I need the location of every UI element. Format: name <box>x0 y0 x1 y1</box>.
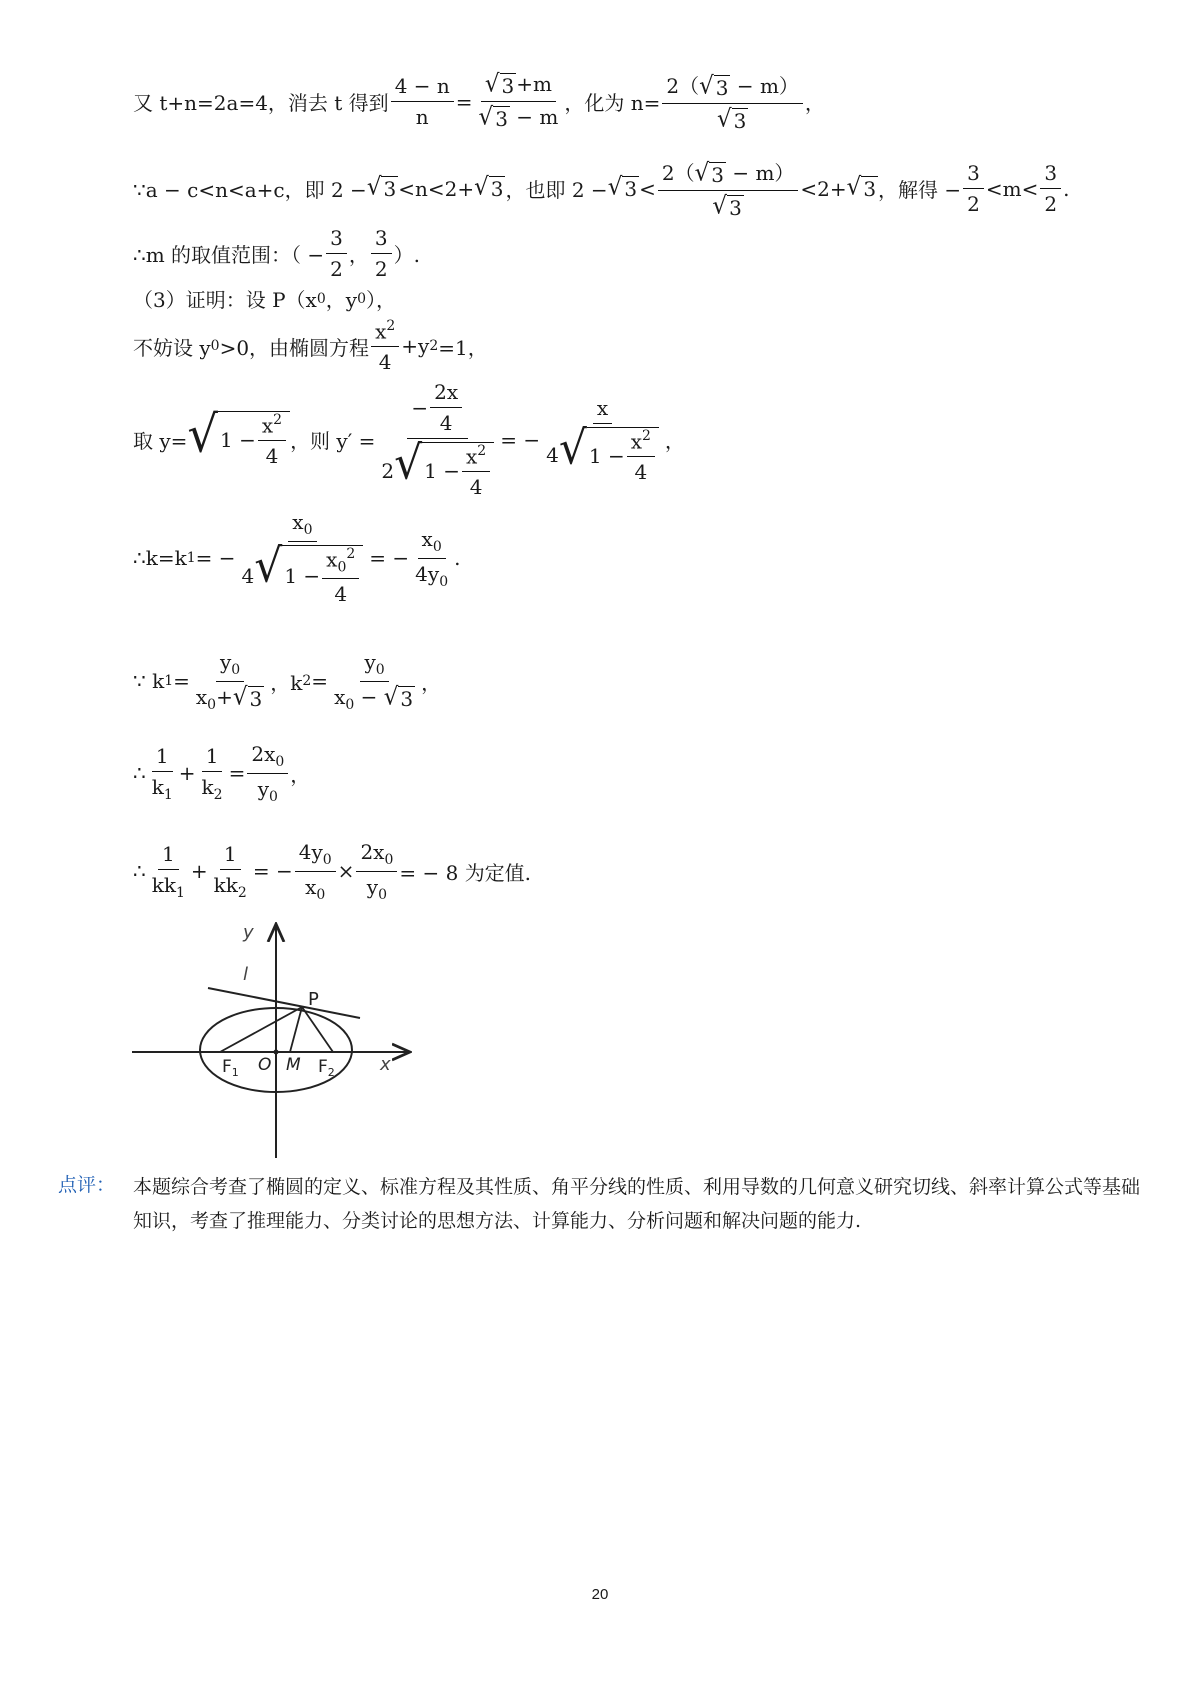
text: ∴ <box>133 859 146 884</box>
text: 取 y= <box>133 429 188 454</box>
subscript: 2 <box>302 673 312 690</box>
fraction: $\frac{4y_0}{x_0}$ <box>295 840 336 903</box>
text: ∴ <box>133 761 146 786</box>
segment-pm <box>290 1007 302 1052</box>
text: = − <box>369 546 410 571</box>
text: +y <box>401 334 430 359</box>
m-label: M <box>286 1055 301 1075</box>
page-number: 20 <box>591 1586 609 1603</box>
text: × <box>337 859 355 884</box>
fraction: $\frac{3}{2}$ <box>963 161 984 216</box>
text: （3）证明：设 P（x <box>133 288 317 312</box>
p-label: P <box>308 989 319 1010</box>
o-label: O <box>258 1055 272 1075</box>
text: = − <box>195 546 236 571</box>
text: ∴k=k <box>133 546 187 571</box>
text: ， <box>421 670 442 695</box>
fraction: 2（ √ 3 − m） √ 3 <box>662 70 803 133</box>
text: < <box>639 176 656 201</box>
subscript: 0 <box>210 338 220 355</box>
line-6: 取 y= √ 1 − $\frac{x^2}{4}$ ，则 y′ = − $\frac{2x}{4}$ 2 √ 1 − $\frac{x^2}{4}$ = − x 4 √ 1 − $\frac{x^2}{4}$ ， <box>133 380 685 500</box>
line-8 <box>133 650 441 713</box>
text: ∴m 的取值范围：（ − <box>133 243 325 267</box>
fraction: $\frac{1}{k_2}$ <box>201 743 223 803</box>
ellipse-figure <box>128 920 418 1160</box>
segment-pf1 <box>220 1007 302 1052</box>
text: = <box>228 761 246 786</box>
line-5 <box>133 318 488 374</box>
text: ， <box>664 429 685 454</box>
fraction: 2（ √ 3 − m） √ 3 <box>658 157 799 220</box>
fraction: $\frac{4 - n}{n}$ <box>391 74 454 129</box>
equals: = <box>455 89 473 114</box>
line-1 <box>133 70 825 133</box>
text: = <box>311 669 329 694</box>
text: 又 t+n=2a=4，消去 t 得到 <box>133 91 389 115</box>
fraction: $\frac{x_0}{4y_0}$ <box>415 526 449 590</box>
text: =1， <box>438 335 488 360</box>
text: ，解得 − <box>878 178 962 202</box>
text: ∵ k <box>133 669 165 694</box>
line-10 <box>133 840 531 903</box>
text: <2+ <box>800 176 847 201</box>
fraction: $x_0$ 4 √ 1 − $\frac{x_0^2}{4}$ <box>238 510 368 606</box>
fraction: $\frac{2x_0}{y_0}$ <box>356 840 397 903</box>
text: + <box>178 761 196 786</box>
note-text: 本题综合考查了椭圆的定义、标准方程及其性质、角平分线的性质、利用导数的几何意义研究切线、斜率计算公式等基础知识，考查了推理能力、分类讨论的思想方法、计算能力、分析问题和解决问题的能力. <box>133 1176 1141 1232</box>
fraction: x 4 √ 1 − $\frac{x^2}{4}$ <box>542 396 663 484</box>
text: <n<2+ <box>398 176 475 201</box>
fraction: $\frac{2x_0}{y_0}$ <box>247 742 288 805</box>
text: ）， <box>365 288 396 312</box>
text: <m< <box>985 176 1039 201</box>
line-7 <box>133 510 460 606</box>
subscript: 0 <box>357 290 366 307</box>
origin-point <box>274 1050 279 1055</box>
fraction: $y_0$ $x_0$ − √ 3 <box>334 650 414 713</box>
fraction: √ 3 +m √ 3 − m <box>478 70 559 131</box>
text: = − <box>500 427 541 452</box>
text: ， <box>804 91 825 115</box>
text: ，则 y′ = <box>290 429 376 454</box>
text: ， <box>348 243 369 267</box>
tangent-line-l <box>208 988 360 1018</box>
fraction: $\frac{1}{kk_2}$ <box>213 841 247 901</box>
x-label: x <box>380 1054 391 1075</box>
fraction: $\frac{3}{2}$ <box>1040 161 1061 216</box>
text: . <box>1063 176 1070 201</box>
line-4 <box>133 284 396 313</box>
fraction: $\frac{3}{2}$ <box>326 226 347 281</box>
fraction: − $\frac{2x}{4}$ 2 √ 1 − $\frac{x^2}{4}$ <box>377 380 498 499</box>
subscript: 0 <box>316 290 326 307</box>
l-label: l <box>243 964 249 985</box>
text: = − <box>252 859 293 884</box>
fraction: $\frac{1}{k_1}$ <box>151 743 173 803</box>
text: + <box>190 859 208 884</box>
f1-label: $F_1$ <box>222 1057 239 1079</box>
line-3 <box>133 226 420 281</box>
text: ， <box>290 762 311 787</box>
text: ，化为 n= <box>564 91 661 115</box>
fraction: $\frac{3}{2}$ <box>371 226 392 281</box>
f2-label: $F_2$ <box>318 1057 335 1079</box>
text: ）. <box>393 243 420 267</box>
fraction: $\frac{x^2}{4}$ <box>371 318 399 374</box>
text: = − 8 为定值. <box>399 860 532 885</box>
fraction: $y_0$ $x_0+$ √ 3 <box>195 650 263 713</box>
line-9 <box>133 742 310 805</box>
y-label: y <box>243 922 254 943</box>
subscript: 1 <box>186 550 196 567</box>
text: . <box>454 546 461 571</box>
fraction: $\frac{1}{kk_1}$ <box>151 841 185 901</box>
note-label: 点评： <box>58 1174 116 1196</box>
text: = <box>173 669 190 694</box>
text: >0，由椭圆方程 <box>219 335 370 360</box>
text: 不妨设 y <box>133 335 211 360</box>
superscript: 2 <box>429 338 439 355</box>
subscript: 1 <box>164 673 174 690</box>
text: ，k <box>270 670 303 695</box>
text: ，也即 2 − <box>505 178 608 202</box>
line-2: ∵a − c<n<a+c，即 2 − √ 3 <n<2+ √ 3 ，也即 2 − √ 3 < 2（ √ 3 − m） √ 3 <2+ √ 3 ，解得 − $\frac{3}{2}$ <m< $\frac{3}{2}$ . <box>133 157 1069 220</box>
text: ，y <box>325 288 358 312</box>
text: ∵a − c<n<a+c，即 2 − <box>133 178 367 202</box>
